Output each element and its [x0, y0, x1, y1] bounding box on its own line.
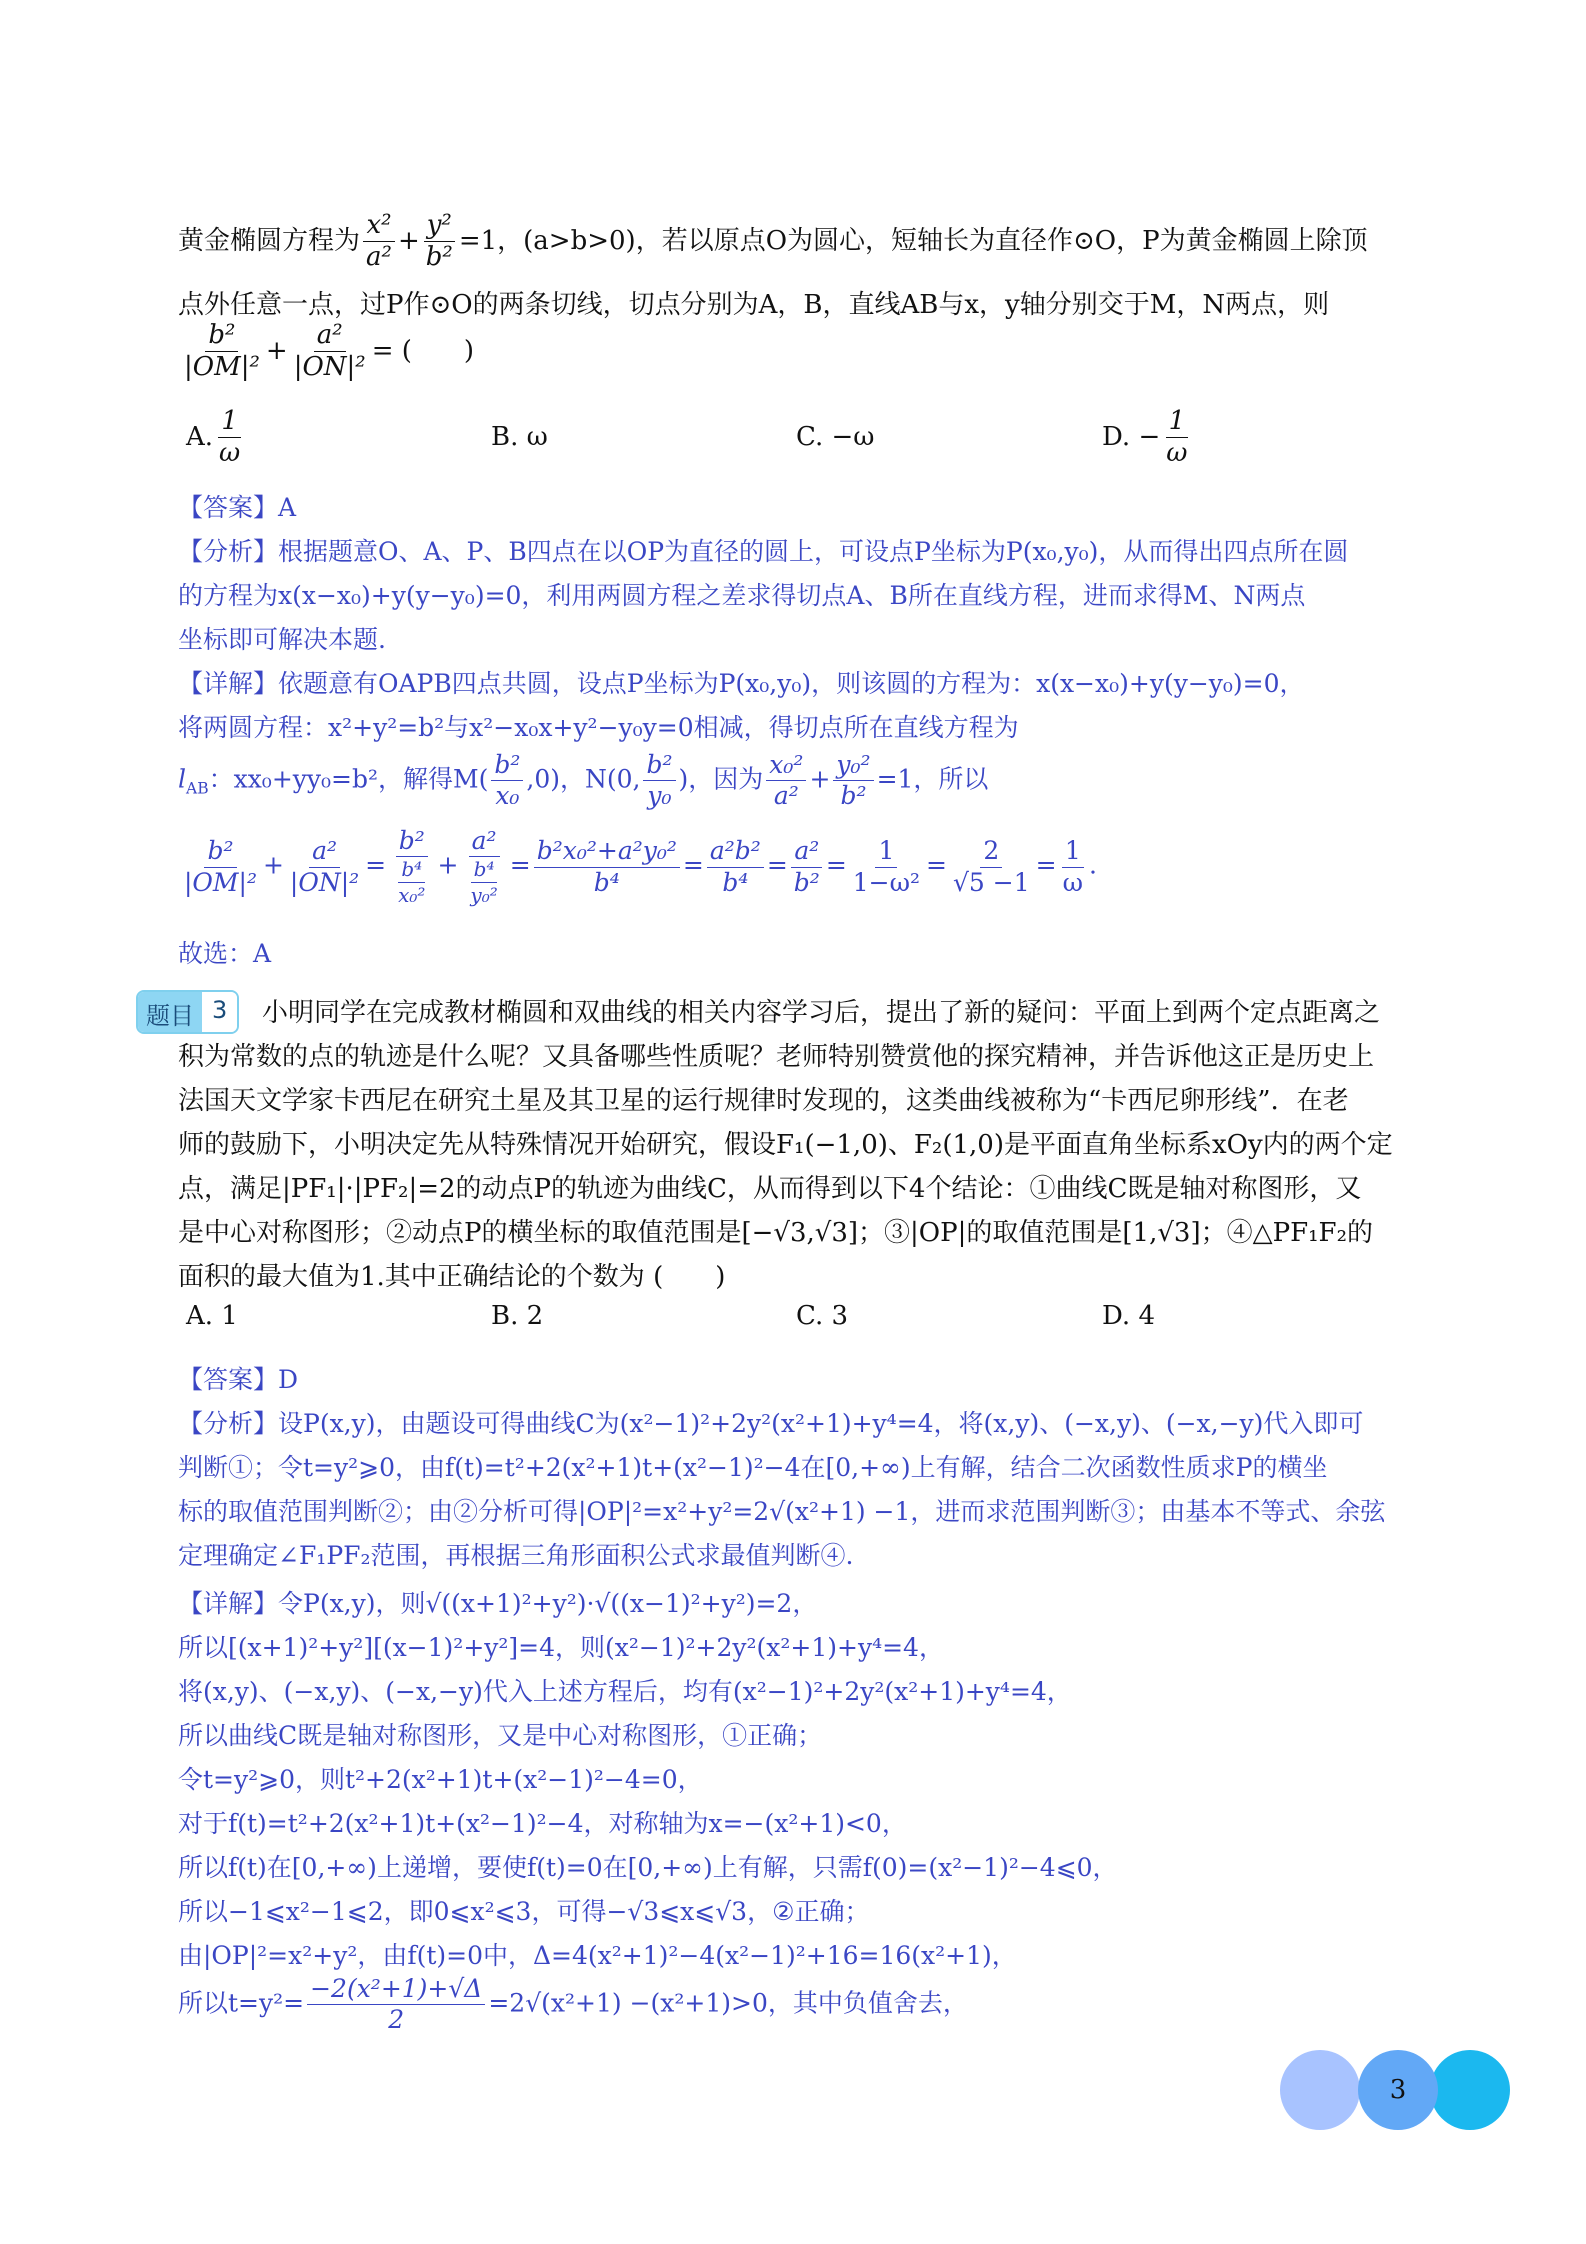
q3-detail-6: 对于f(t)=t²+2(x²+1)t+(x²−1)²−4，对称轴为x=−(x²+1)<0， [178, 1809, 907, 1838]
fraction [181, 838, 260, 896]
numerator: b⁴ [471, 859, 498, 883]
q3-analysis-2: 判断①；令t=y²⩾0，由f(t)=t²+2(x²+1)t+(x²−1)²−4在[0,+∞)上有解，结合二次函数性质求P的横坐 [178, 1453, 1328, 1482]
denominator: x₀ [495, 781, 520, 811]
text: =2√(x²+1) −(x²+1)>0，其中负值舍去， [488, 1988, 968, 2018]
q3-line-6: 是中心对称图形；②动点P的横坐标的取值范围是[−√3,√3]；③|OP|的取值范围是[1,√3]；④△PF₁F₂的 [178, 1218, 1373, 1248]
denominator: |OM|² [184, 867, 257, 897]
plus-sign: + [437, 850, 459, 880]
numerator: y² [424, 212, 455, 242]
fraction [534, 838, 680, 896]
equals-sign: = [365, 850, 387, 880]
fraction [766, 752, 806, 810]
option-b[interactable]: B. ω [491, 422, 548, 452]
numerator: a² [469, 828, 500, 857]
q2-choose: 故选：A [178, 939, 272, 968]
denominator: |ON|² [293, 352, 366, 383]
denominator: |OM|² [184, 352, 260, 383]
numerator: b²x₀²+a²y₀² [534, 838, 680, 867]
denominator: b² [425, 242, 453, 273]
q3-detail-8: 所以−1⩽x²−1⩽2，即0⩽x²⩽3，可得−√3⩽x⩽√3，②正确； [178, 1897, 870, 1926]
numerator: b² [204, 838, 236, 867]
denominator: ω [1166, 438, 1188, 469]
q3-option-a[interactable]: A. 1 [186, 1301, 238, 1331]
q2-detail-4 [178, 828, 1456, 906]
numerator: a² [309, 838, 340, 867]
decor-circle [1280, 2050, 1360, 2130]
option-a[interactable] [186, 408, 246, 468]
q3-option-b[interactable]: B. 2 [491, 1301, 544, 1331]
denominator: y₀² [470, 883, 498, 908]
numerator: a² [314, 322, 346, 352]
fraction [307, 1976, 485, 2034]
q3-detail-2: 所以[(x+1)²+y²][(x−1)²+y²]=4，则(x²−1)²+2y²(x²+1)+y⁴=4， [178, 1633, 944, 1662]
fraction [461, 828, 506, 906]
q3-analysis-4: 定理确定∠F₁PF₂范围，再根据三角形面积公式求最值判断④. [178, 1541, 854, 1570]
question-badge [136, 990, 239, 1034]
denominator: a² [773, 781, 799, 811]
fraction [423, 212, 456, 272]
equals-sign: = [509, 850, 531, 880]
fraction [491, 752, 523, 810]
text: ,0)，N(0, [526, 764, 641, 794]
text: + [809, 764, 831, 794]
page-number-badge [1280, 2050, 1510, 2130]
text: ：xx₀+yy₀=b²，解得M( [208, 764, 489, 794]
q2-line-3 [178, 322, 1456, 382]
text: l [178, 764, 186, 794]
page-number: 3 [1358, 2050, 1438, 2130]
fraction [707, 838, 764, 896]
fraction [1060, 838, 1086, 896]
text: = ( ) [371, 335, 475, 366]
numerator: b² [205, 322, 238, 352]
denominator: a² [366, 242, 392, 273]
numerator: b² [643, 752, 675, 781]
q2-detail-2: 将两圆方程：x²+y²=b²与x²−x₀x+y²−y₀y=0相减，得切点所在直线方程为 [178, 713, 1019, 742]
q2-line-1 [178, 212, 1456, 272]
nested-fraction [395, 859, 428, 906]
q2-analysis-3: 坐标即可解决本题. [178, 625, 386, 654]
q2-analysis-1: 【分析】根据题意O、A、P、B四点在以OP为直径的圆上，可设点P坐标为P(x₀,y₀)，从而得出四点所在圆 [178, 537, 1349, 566]
option-d[interactable] [1102, 408, 1193, 468]
fraction [791, 838, 823, 896]
q3-line-3: 法国天文学家卡西尼在研究土星及其卫星的运行规律时发现的，这类曲线被称为“卡西尼卵形线”．在老 [178, 1086, 1349, 1116]
q2-answer: 【答案】A [178, 493, 297, 522]
equals-sign: = [766, 850, 788, 880]
denominator: b⁴ [593, 867, 620, 897]
q3-detail-1: 【详解】令P(x,y)，则√((x+1)²+y²)·√((x−1)²+y²)=2， [178, 1589, 818, 1618]
q2-line-2: 点外任意一点，过P作⊙O的两条切线，切点分别为A，B，直线AB与x，y轴分别交于M，N两点，则 [178, 290, 1330, 320]
fraction [216, 408, 243, 468]
denominator: b² [793, 867, 820, 897]
badge-label: 题目 [138, 992, 202, 1032]
text: 黄金椭圆方程为 [178, 225, 361, 256]
q3-line-1: 小明同学在完成教材椭圆和双曲线的相关内容学习后，提出了新的疑问：平面上到两个定点距离之 [262, 998, 1381, 1028]
text: )，因为 [678, 764, 764, 794]
text: =1，所以 [876, 764, 989, 794]
denominator [389, 857, 434, 906]
numerator: a²b² [707, 838, 764, 867]
nested-fraction [467, 859, 500, 906]
q3-analysis-1: 【分析】设P(x,y)，由题设可得曲线C为(x²−1)²+2y²(x²+1)+y⁴=4，将(x,y)、(−x,y)、(−x,−y)代入即可 [178, 1409, 1364, 1438]
numerator: b² [491, 752, 523, 781]
plus-sign: + [262, 850, 284, 880]
numerator: y₀² [833, 752, 873, 781]
text: =1，(a>b>0)，若以原点O为圆心，短轴长为直径作⊙O，P为黄金椭圆上除顶 [458, 225, 1368, 256]
denominator: ω [219, 438, 241, 469]
q3-option-c[interactable]: C. 3 [796, 1301, 849, 1331]
q3-line-2: 积为常数的点的轨迹是什么呢？又具备哪些性质呢？老师特别赞赏他的探究精神，并告诉他这正是历史上 [178, 1042, 1375, 1072]
q3-detail-5: 令t=y²⩾0，则t²+2(x²+1)t+(x²−1)²−4=0， [178, 1765, 703, 1794]
fraction [950, 838, 1033, 896]
q3-detail-4: 所以曲线C既是轴对称图形，又是中心对称图形，①正确； [178, 1721, 823, 1750]
q3-detail-9: 由|OP|²=x²+y²，由f(t)=0中，Δ=4(x²+1)²−4(x²−1)²+16=16(x²+1)， [178, 1941, 1017, 1970]
q3-option-d[interactable]: D. 4 [1102, 1301, 1155, 1331]
q2-detail-1: 【详解】依题意有OAPB四点共圆，设点P坐标为P(x₀,y₀)，则该圆的方程为：x(x−x₀)+y(y−y₀)=0， [178, 669, 1305, 698]
q2-options [186, 408, 1426, 478]
fraction [181, 322, 263, 382]
plus-sign: + [265, 335, 288, 366]
q3-line-7: 面积的最大值为1.其中正确结论的个数为 ( ) [178, 1262, 726, 1292]
plus-sign: + [397, 225, 420, 256]
badge-number: 3 [202, 992, 237, 1032]
equals-sign: = [682, 850, 704, 880]
q2-analysis-2: 的方程为x(x−x₀)+y(y−y₀)=0，利用两圆方程之差求得切点A、B所在直线方程，进而求得M、N两点 [178, 581, 1306, 610]
equals-sign: = [926, 850, 947, 880]
fraction [287, 838, 362, 896]
option-c[interactable]: C. −ω [796, 422, 875, 452]
fraction [833, 752, 873, 810]
equals-sign: = [1035, 850, 1057, 880]
denominator: 2 [388, 2005, 405, 2035]
denominator: b² [840, 781, 867, 811]
numerator: x₀² [766, 752, 806, 781]
numerator: −2(x²+1)+√Δ [307, 1976, 485, 2005]
q3-line-4: 师的鼓励下，小明决定先从特殊情况开始研究，假设F₁(−1,0)、F₂(1,0)是平面直角坐标系xOy内的两个定 [178, 1130, 1393, 1160]
denominator [461, 857, 506, 906]
denominator: √5 −1 [952, 867, 1030, 897]
numerator: 1 [1166, 408, 1189, 438]
fraction [850, 838, 923, 896]
denominator: 1−ω² [852, 867, 921, 897]
fraction [389, 828, 434, 906]
denominator: y₀ [647, 781, 672, 811]
numerator: b² [396, 828, 428, 857]
numerator: 1 [875, 838, 897, 867]
numerator: 1 [218, 408, 241, 438]
denominator: ω [1062, 867, 1083, 897]
numerator: a² [791, 838, 822, 867]
fraction [291, 322, 369, 382]
numerator: 1 [1062, 838, 1084, 867]
denominator: b⁴ [722, 867, 749, 897]
q3-line-5: 点，满足|PF₁|·|PF₂|=2的动点P的轨迹为曲线C，从而得到以下4个结论：①曲线C既是轴对称图形，又 [178, 1174, 1362, 1204]
period: . [1088, 850, 1097, 880]
q3-detail-3: 将(x,y)、(−x,y)、(−x,−y)代入上述方程后，均有(x²−1)²+2y²(x²+1)+y⁴=4， [178, 1677, 1072, 1706]
q3-detail-7: 所以f(t)在[0,+∞)上递增，要使f(t)=0在[0,+∞)上有解，只需f(0)=(x²−1)²−4⩽0， [178, 1853, 1118, 1882]
subscript: AB [186, 779, 209, 798]
fraction [363, 212, 395, 272]
q2-detail-3 [178, 752, 1456, 810]
numerator: 2 [980, 838, 1002, 867]
denominator: |ON|² [289, 867, 360, 897]
q3-analysis-3: 标的取值范围判断②；由②分析可得|OP|²=x²+y²=2√(x²+1) −1，进而求范围判断③；由基本不等式、余弦 [178, 1497, 1386, 1526]
text: 所以t=y²= [178, 1988, 305, 2018]
fraction [643, 752, 675, 810]
option-label: D. − [1102, 421, 1161, 452]
q3-answer: 【答案】D [178, 1365, 299, 1394]
fraction [1163, 408, 1190, 468]
numerator: x² [363, 212, 394, 242]
decor-circle [1430, 2050, 1510, 2130]
q3-detail-10 [178, 1976, 1456, 2034]
denominator: x₀² [398, 883, 426, 908]
equals-sign: = [825, 850, 847, 880]
numerator: b⁴ [398, 859, 425, 883]
option-label: A. [186, 421, 214, 452]
